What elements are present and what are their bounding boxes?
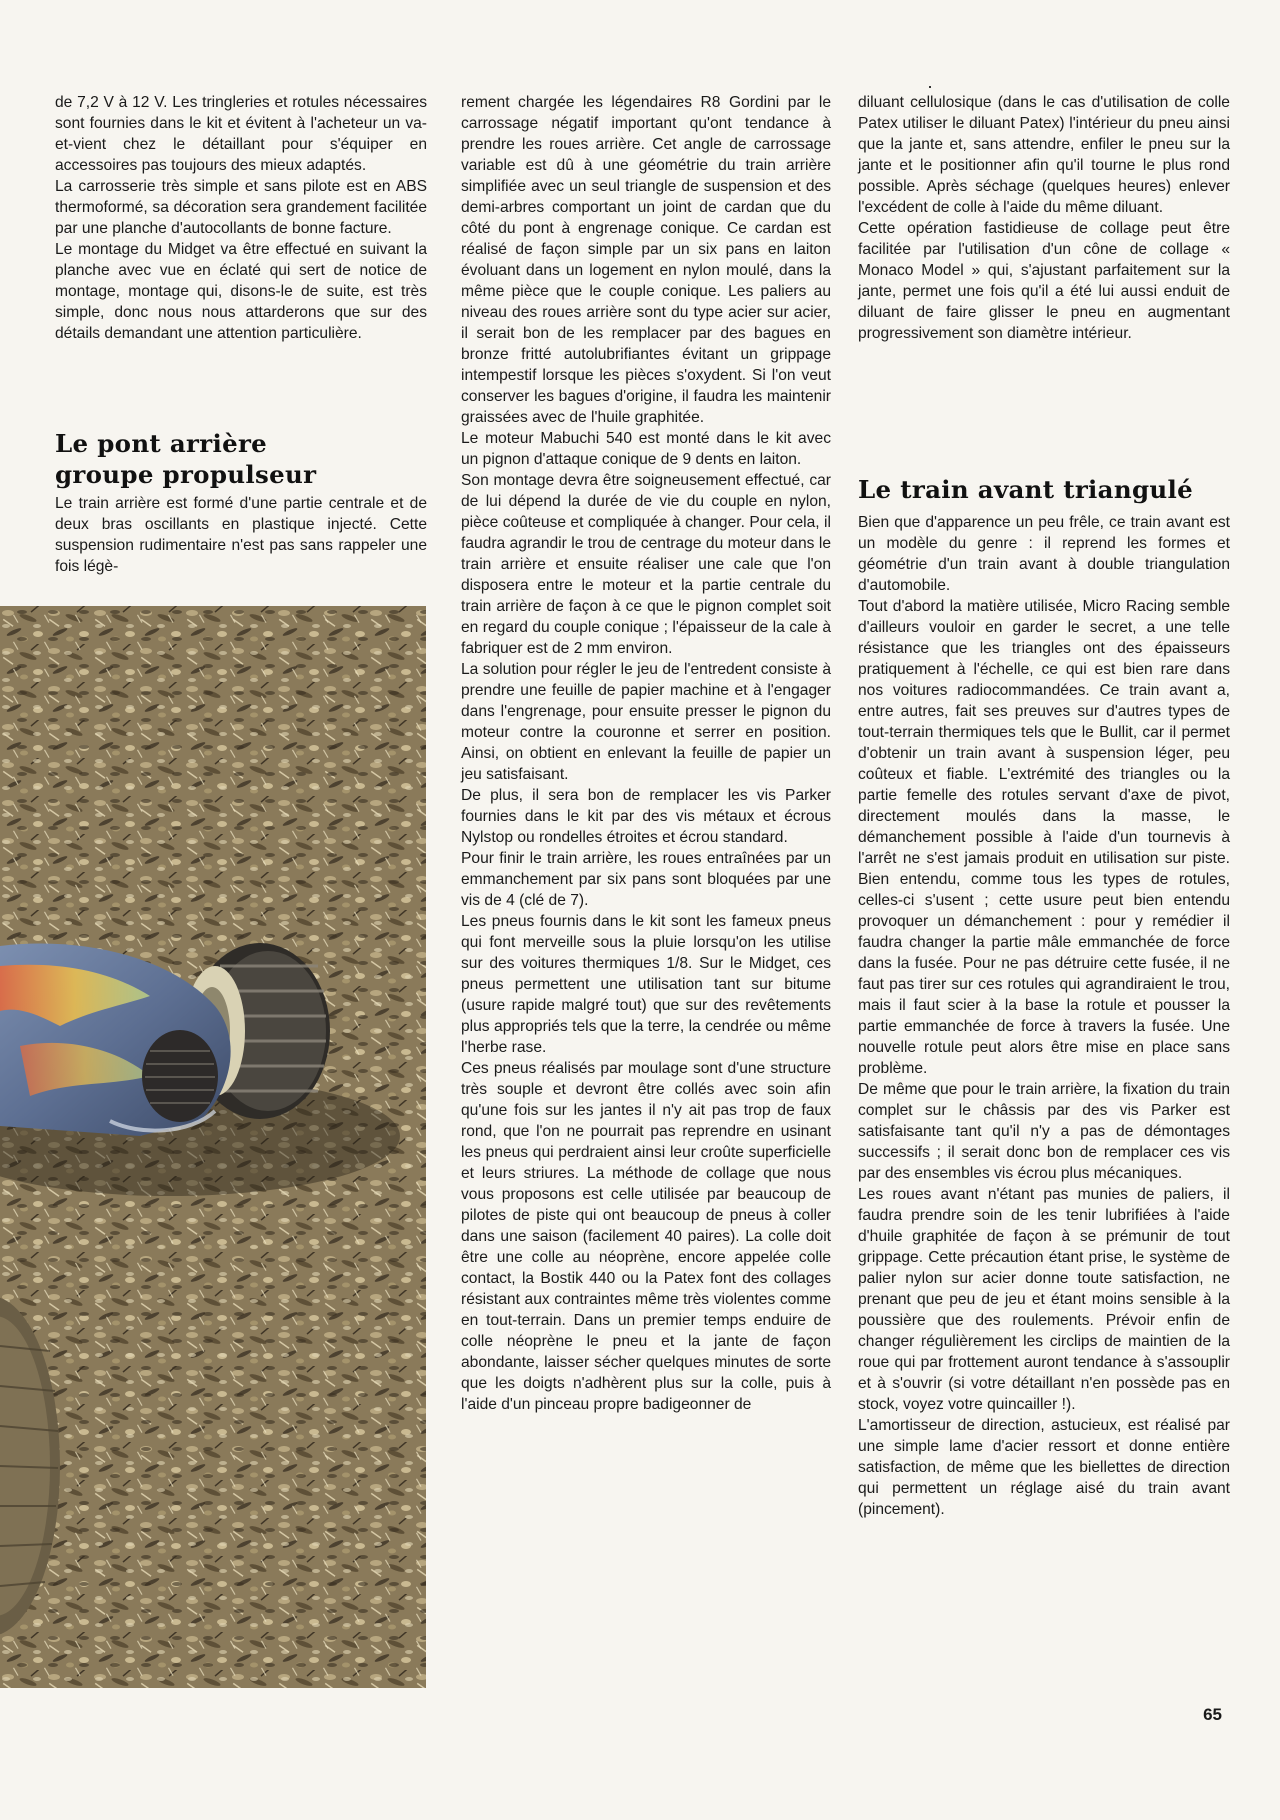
paragraph: De même que pour le train arrière, la fixation du train complet sur le châssis par des vis Parker est satisfaisante tant qu'il n'y a pas de démontages successifs ; il serait donc bon de remplacer ces vis par des ensembles vis écrou plus mécaniques. bbox=[858, 1081, 1230, 1182]
paragraph: La carrosserie très simple et sans pilote est en ABS thermoformé, sa décoration sera grandement facilitée par une planche d'autocollants de bonne facture. bbox=[55, 178, 427, 237]
section-heading-train-avant: Le train avant triangulé bbox=[858, 475, 1193, 504]
column-1 bbox=[55, 92, 427, 344]
paragraph: Le moteur Mabuchi 540 est monté dans le kit avec un pignon d'attaque conique de 9 dents en laiton. bbox=[461, 430, 831, 468]
section-heading-pont-arriere bbox=[55, 428, 427, 490]
paragraph: Pour finir le train arrière, les roues entraînées par un emmanchement par six pans sont bloquées par une vis de 4 (clé de 7). bbox=[461, 850, 831, 909]
paragraph: Les roues avant n'étant pas munies de paliers, il faudra prendre soin de les tenir lubrifiées à l'aide d'huile graphitée de façon à se prémunir de tout grippage. Cette précaution étant prise, le système de palier nylon sur acier donne toute satisfaction, ne prenant que peu de jeu et étant moins sensible à la poussière que des roulements. Prévoir enfin de changer régulièrement les circlips de maintien de la roue qui par frottement auront tendance à s'assouplir et à s'ouvrir (si votre détaillant n'en possède pas en stock, voyez votre quincailler !). bbox=[858, 1186, 1230, 1413]
paragraph: diluant cellulosique (dans le cas d'utilisation de colle Patex utiliser le diluant Patex) l'intérieur du pneu ainsi que la jante et, sans attendre, enfiler le pneu sur la jante et le positionner afin qu'il tourne le plus rond possible. Après séchage (quelques heures) enlever l'excédent de colle à l'aide du même diluant. bbox=[858, 94, 1230, 216]
heading-line: Le pont arrière bbox=[55, 429, 268, 458]
paragraph: Tout d'abord la matière utilisée, Micro Racing semble d'ailleurs vouloir en garder le secret, a une telle résistance que les triangles ont des épaisseurs pratiquement à l'échelle, ce qui est bien rare dans nos voitures radiocommandées. Ce train avant a, entre autres, fait ses preuves sur d'autres types de tout-terrain thermiques tels que le Bullit, car il permet d'obtenir un train avant à suspension léger, peu coûteux et fiable. L'extrémité des triangles ou la partie femelle des rotules servant d'axe de pivot, directement moulés dans la masse, le démanchement possible à l'aide d'un tournevis à l'arrêt ne s'est jamais produit en utilisation sur piste. Bien entendu, comme tous les types de rotules, celles-ci s'usent ; cette usure peut bien entendu provoquer un démanchement : pour y remédier il faudra changer la partie mâle emmanchée de force dans la fusée. Pour ne pas détruire cette fusée, il ne faut pas tirer sur ces rotules qui agrandiraient le trou, mais il faut scier à la base la rotule et pousser la partie emmanchée de force à travers la fusée. Une nouvelle rotule peut alors être mise en place sans problème. bbox=[858, 598, 1230, 1077]
column-3 bbox=[858, 92, 1230, 344]
paragraph: Ces pneus réalisés par moulage sont d'une structure très souple et devront être collés avec soin afin qu'une fois sur les jantes il n'y ait pas trop de faux rond, que l'on ne pourrait pas reprendre en usinant les pneus qui perdraient ainsi leur croûte superficielle et leurs striures. La méthode de collage que nous vous proposons est celle utilisée par beaucoup de pilotes de piste qui ont beaucoup de pneus à coller dans une saison (facilement 40 paires). La colle doit être une colle au néoprène, encore appelée colle contact, la Bostik 440 ou la Patex font des collages résistant aux contraintes même très violentes comme en tout-terrain. Dans un premier temps enduire de colle néoprène le pneu et la jante de façon abondante, laisser sécher quelques minutes de sorte que les doigts n'adhèrent plus sur la colle, puis à l'aide d'un pinceau propre badigeonner de bbox=[461, 1060, 831, 1413]
paragraph: Son montage devra être soigneusement effectué, car de lui dépend la durée de vie du couple en nylon, pièce coûteuse et compliquée à changer. Pour cela, il faudra agrandir le trou de centrage du moteur dans le train arrière et ensuite réaliser une cale que l'on disposera entre le moteur et la partie centrale du train arrière de façon à ce que le pignon complet soit en regard du couple conique ; l'épaisseur de la cale à fabriquer est de 2 mm environ. bbox=[461, 472, 831, 657]
page-number: 65 bbox=[1203, 1705, 1222, 1724]
section-pont-body bbox=[55, 493, 427, 577]
paragraph: rement chargée les légendaires R8 Gordini par le carrossage négatif important qu'ont tendance à prendre les roues arrière. Cet angle de carrossage variable est dû à une géométrie du train arrière simplifiée avec un seul triangle de suspension et des demi-arbres comportant un joint de cardan que du côté du pont à engrenage conique. Ce cardan est réalisé de façon simple par un six pans en laiton évoluant dans un logement en nylon moulé, dans la même pièce que le couple conique. Les paliers au niveau des roues arrière sont du type acier sur acier, il serait bon de les remplacer par des bagues en bronze fritté autolubrifiantes évitant un grippage intempestif lorsque les pièces s'oxydent. Si l'on veut conserver les bagues d'origine, il faudra les maintenir graissées avec de l'huile graphitée. bbox=[461, 94, 831, 426]
paragraph: de 7,2 V à 12 V. Les tringleries et rotules nécessaires sont fournies dans le kit et évitent à l'acheteur un va-et-vient chez le détaillant pour s'équiper en accessoires pas toujours des mieux adaptés. bbox=[55, 94, 427, 174]
paragraph: Cette opération fastidieuse de collage peut être facilitée par l'utilisation d'un cône de collage « Monaco Model » qui, s'ajustant parfaitement sur la jante, permet une fois qu'il a été lui aussi enduit de diluant de faire glisser le pneu en augmentant progressivement son diamètre intérieur. bbox=[858, 220, 1230, 342]
paragraph: Les pneus fournis dans le kit sont les fameux pneus qui font merveille sous la pluie lorsqu'on les utilise sur des voitures thermiques 1/8. Sur le Midget, ces pneus permettent une utilisation tant sur bitume (usure rapide malgré tout) que sur des revêtements plus appropriés tels que la terre, la cendrée ou même l'herbe rase. bbox=[461, 913, 831, 1056]
rc-car-photo bbox=[0, 606, 426, 1688]
paragraph: La solution pour régler le jeu de l'entredent consiste à prendre une feuille de papier machine et à l'engager dans l'engrenage, pour ensuite presser le pignon du moteur contre la couronne et serrer en position. Ainsi, on obtient en enlevant la feuille de papier un jeu satisfaisant. bbox=[461, 661, 831, 783]
paragraph: Bien que d'apparence un peu frêle, ce train avant est un modèle du genre : il reprend les formes et géométrie d'un train avant à double triangulation d'automobile. bbox=[858, 514, 1230, 594]
paragraph: De plus, il sera bon de remplacer les vis Parker fournies dans le kit par des vis métaux et écrous Nylstop ou rondelles étroites et écrou standard. bbox=[461, 787, 831, 846]
heading-line: groupe propulseur bbox=[55, 460, 317, 489]
section-train-body bbox=[858, 512, 1230, 1520]
column-2 bbox=[461, 92, 831, 1415]
paragraph: Le train arrière est formé d'une partie centrale et de deux bras oscillants en plastique injecté. Cette suspension rudimentaire n'est pas sans rappeler une fois légè- bbox=[55, 495, 427, 575]
paragraph: L'amortisseur de direction, astucieux, est réalisé par une simple lame d'acier ressort et donne entière satisfaction, de même que les biellettes de direction qui permettent un réglage aisé du train avant (pincement). bbox=[858, 1417, 1230, 1518]
paragraph: Le montage du Midget va être effectué en suivant la planche avec vue en éclaté qui sert de notice de montage, montage qui, disons-le de suite, est très simple, donc nous nous attarderons que sur des détails demandant une attention particulière. bbox=[55, 241, 427, 342]
print-speck bbox=[929, 86, 931, 88]
